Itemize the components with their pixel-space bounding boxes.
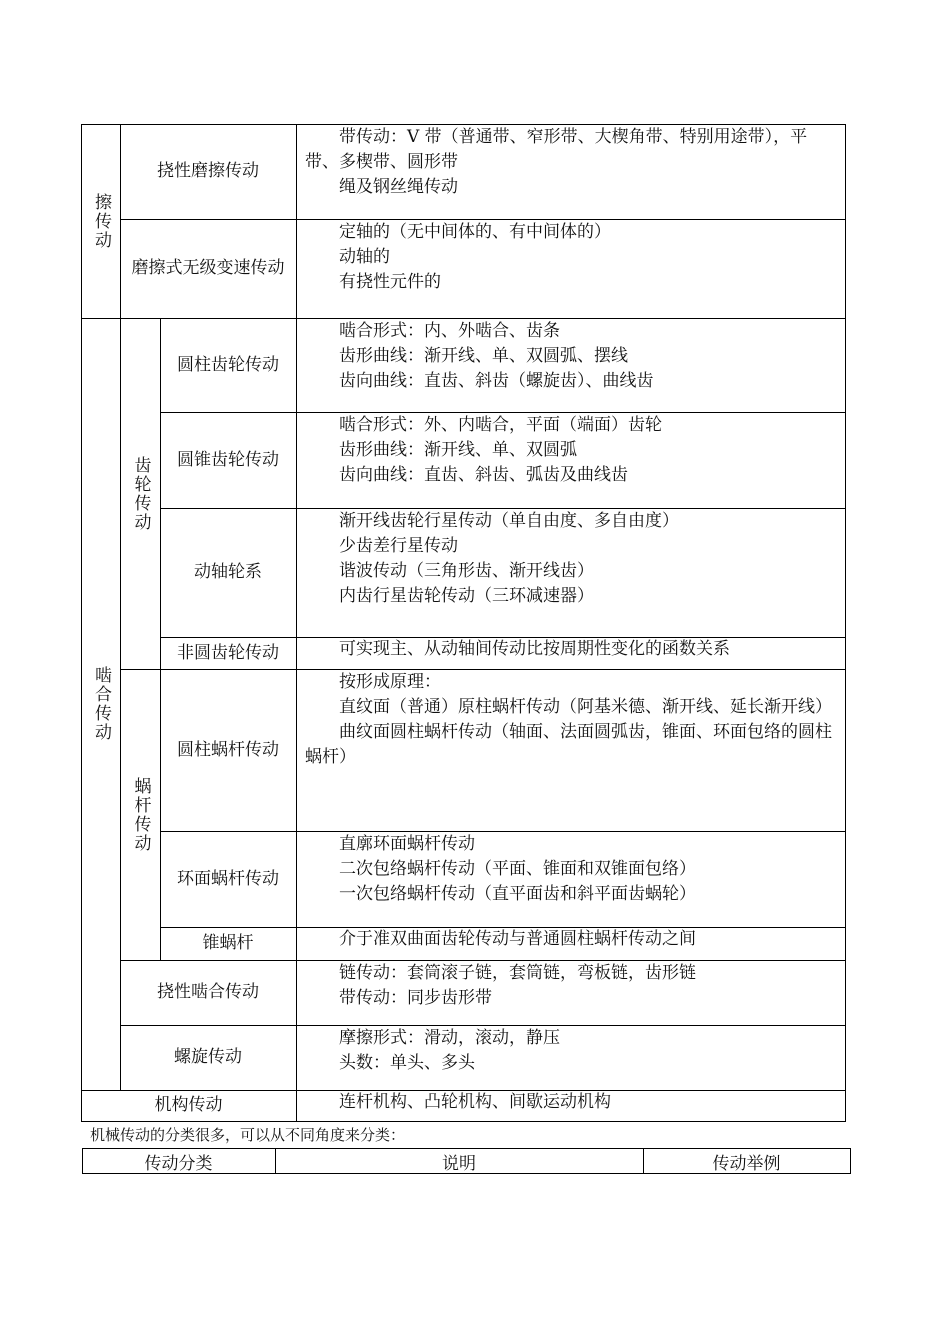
row-label-cvt: 磨擦式无级变速传动 (131, 258, 285, 278)
row-desc-noncircular (296, 637, 845, 669)
row-desc-bevel-gear (296, 412, 845, 508)
desc-line: 可实现主、从动轴间传动比按周期性变化的函数关系 (339, 639, 730, 659)
group-mesh-label: 啮合传动 (91, 666, 111, 742)
row-desc-planetary (296, 508, 845, 637)
row-desc-flex-friction (296, 124, 845, 219)
desc-line: 直纹面（普通）原柱蜗杆传动（阿基米德、渐开线、延长渐开线） (339, 697, 832, 717)
row-label-cyl-worm: 圆柱蜗杆传动 (177, 739, 279, 760)
table-border-right (850, 1148, 851, 1174)
desc-line: 直廓环面蜗杆传动 (339, 834, 475, 854)
desc-line: 二次包络蜗杆传动（平面、锥面和双锥面包络） (339, 859, 696, 879)
desc-line: 绳及钢丝绳传动 (339, 177, 458, 197)
row-desc-cyl-worm (296, 669, 845, 831)
header-description: 说明 (442, 1153, 476, 1174)
row-label-flex-mesh: 挠性啮合传动 (157, 982, 259, 1002)
row-desc-cone-worm (296, 927, 845, 960)
desc-line: 齿向曲线：直齿、斜齿、弧齿及曲线齿 (339, 465, 628, 485)
desc-line: 少齿差行星传动 (339, 536, 458, 556)
classification-note: 机械传动的分类很多，可以从不同角度来分类： (90, 1126, 406, 1144)
desc-line: 曲纹面圆柱蜗杆传动（轴面、法面圆弧齿，锥面、环面包络的圆柱蜗杆） (305, 722, 832, 767)
desc-line: 齿向曲线：直齿、斜齿（螺旋齿）、曲线齿 (339, 371, 654, 391)
group-mesh (81, 318, 120, 1090)
desc-line: 谐波传动（三角形齿、渐开线齿） (339, 561, 594, 581)
desc-line: 头数：单头、多头 (339, 1053, 475, 1073)
desc-line: 有挠性元件的 (339, 272, 441, 292)
group-friction (81, 124, 120, 318)
row-label-screw: 螺旋传动 (174, 1047, 242, 1067)
row-desc-flex-mesh (296, 960, 845, 1025)
table-border-bottom (81, 1121, 846, 1122)
row-label-flex-friction: 挠性磨擦传动 (157, 161, 259, 181)
desc-line: 按形成原理： (339, 672, 441, 692)
row-label-bevel-gear: 圆锥齿轮传动 (177, 449, 279, 470)
group-worm (120, 669, 160, 960)
desc-line: 一次包络蜗杆传动（直平面齿和斜平面齿蜗轮） (339, 884, 696, 904)
desc-line: 介于准双曲面齿轮传动与普通圆柱蜗杆传动之间 (339, 929, 696, 949)
header-examples: 传动举例 (712, 1153, 781, 1174)
table-border-right (845, 124, 846, 1122)
row-label-mechanism: 机构传动 (154, 1095, 223, 1115)
row-label-toroid-worm: 环面蜗杆传动 (177, 868, 279, 889)
desc-line: 带传动：同步齿形带 (339, 988, 492, 1008)
desc-line: 渐开线齿轮行星传动（单自由度、多自由度） (339, 511, 679, 531)
desc-line: 齿形曲线：渐开线、单、双圆弧 (339, 440, 577, 460)
desc-line: 带传动：V 带（普通带、窄形带、大楔角带、特别用途带），平带、多楔带、圆形带 (305, 127, 808, 172)
row-desc-cylinder-gear (296, 318, 845, 412)
desc-line: 连杆机构、凸轮机构、间歇运动机构 (339, 1092, 611, 1112)
group-friction-label: 擦传动 (91, 192, 111, 250)
row-desc-mechanism (296, 1090, 845, 1121)
desc-line: 齿形曲线：渐开线、单、双圆弧、摆线 (339, 346, 628, 366)
desc-line: 动轴的 (339, 247, 390, 267)
row-label-cone-worm: 锥蜗杆 (202, 933, 254, 953)
row-desc-cvt (296, 219, 845, 318)
desc-line: 啮合形式：内、外啮合、齿条 (339, 321, 560, 341)
header-category: 传动分类 (144, 1153, 213, 1174)
row-label-planetary: 动轴轮系 (194, 562, 262, 582)
group-worm-label: 蜗杆传动 (130, 776, 151, 853)
desc-line: 链传动：套筒滚子链，套筒链，弯板链，齿形链 (339, 963, 696, 983)
row-desc-toroid-worm (296, 831, 845, 927)
desc-line: 定轴的（无中间体的、有中间体的） (339, 222, 611, 242)
desc-line: 摩擦形式：滑动，滚动，静压 (339, 1028, 560, 1048)
group-gear-label: 齿轮传动 (130, 455, 151, 532)
group-gear (120, 318, 160, 669)
desc-line: 啮合形式：外、内啮合，平面（端面）齿轮 (339, 415, 662, 435)
row-desc-screw (296, 1025, 845, 1090)
row-label-cylinder-gear: 圆柱齿轮传动 (177, 354, 279, 375)
desc-line: 内齿行星齿轮传动（三环减速器） (339, 586, 594, 606)
row-label-noncircular: 非圆齿轮传动 (177, 642, 279, 663)
